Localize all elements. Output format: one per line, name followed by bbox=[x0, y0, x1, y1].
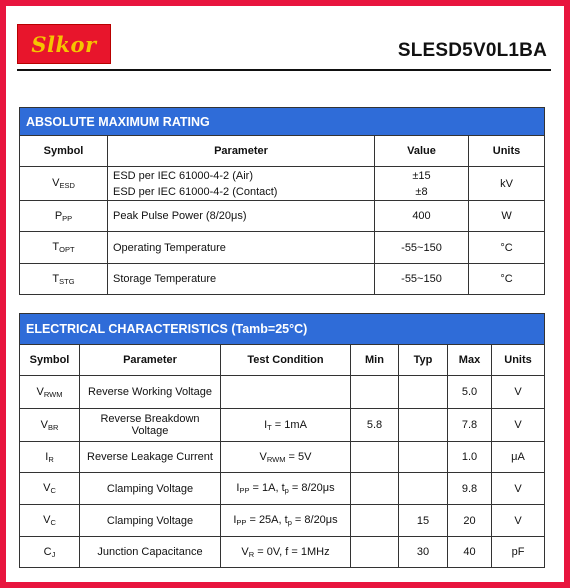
parameter-text: ESD per IEC 61000-4-2 (Air) bbox=[113, 169, 253, 182]
symbol-cell bbox=[20, 232, 108, 264]
value-text: 400 bbox=[412, 210, 431, 222]
condition-text: I bbox=[233, 514, 237, 526]
unit-cell: V bbox=[492, 505, 545, 537]
unit-cell: μA bbox=[492, 442, 545, 473]
condition-text: = 8/20μs bbox=[291, 514, 338, 526]
ec-title: ELECTRICAL CHARACTERISTICS (Tamb=25°C) bbox=[20, 314, 545, 345]
parameter-text: Voltage bbox=[131, 425, 169, 437]
unit-cell: V bbox=[492, 376, 545, 409]
symbol-letter: V bbox=[43, 514, 51, 526]
ec-col-header: Test Condition bbox=[221, 345, 351, 376]
test-condition-cell bbox=[221, 409, 351, 442]
parameter-cell bbox=[108, 264, 375, 295]
test-condition-cell bbox=[221, 473, 351, 505]
symbol-cell bbox=[20, 537, 80, 568]
test-condition-cell bbox=[221, 505, 351, 537]
condition-text: V bbox=[259, 450, 267, 463]
ec-col-header: Max bbox=[448, 345, 492, 376]
value-cell bbox=[375, 167, 469, 201]
symbol-letter: I bbox=[45, 450, 49, 463]
parameter-text: Peak Pulse Power (8/20μs) bbox=[113, 210, 247, 222]
ec-col-header: Parameter bbox=[80, 345, 221, 376]
unit-cell: °C bbox=[469, 264, 545, 295]
symbol-letter: T bbox=[52, 272, 60, 285]
parameter-cell bbox=[108, 232, 375, 264]
parameter-text: Reverse Breakdown bbox=[100, 413, 200, 425]
slkor-logo bbox=[17, 24, 111, 64]
parameter-cell bbox=[80, 409, 221, 442]
parameter-text: Clamping Voltage bbox=[106, 482, 194, 495]
max-cell: 5.0 bbox=[448, 376, 492, 409]
amr-col-header: Parameter bbox=[108, 136, 375, 167]
max-cell: 9.8 bbox=[448, 473, 492, 505]
amr-col-header: Units bbox=[469, 136, 545, 167]
symbol-cell bbox=[20, 442, 80, 473]
symbol-subscript: OPT bbox=[59, 245, 75, 254]
table-row bbox=[20, 473, 545, 505]
test-condition-cell bbox=[221, 376, 351, 409]
part-number: SLESD5V0L1BA bbox=[397, 40, 547, 61]
condition-text: I bbox=[264, 418, 268, 431]
symbol-subscript: BR bbox=[47, 422, 59, 432]
condition-text: = 25A, t bbox=[246, 514, 288, 526]
max-cell: 20 bbox=[448, 505, 492, 537]
condition-subscript: p bbox=[287, 518, 292, 527]
condition-text: V bbox=[241, 545, 249, 558]
amr-col-header: Value bbox=[375, 136, 469, 167]
absolute-max-rating-table bbox=[19, 107, 545, 295]
ec-col-header: Typ bbox=[399, 345, 448, 376]
symbol-letter: C bbox=[43, 545, 52, 558]
symbol-subscript: ESD bbox=[59, 181, 75, 190]
condition-subscript: PP bbox=[239, 486, 250, 495]
condition-subscript: p bbox=[284, 486, 289, 495]
symbol-letter: P bbox=[54, 209, 63, 222]
max-cell: 1.0 bbox=[448, 442, 492, 473]
min-cell bbox=[351, 376, 399, 409]
typ-cell bbox=[399, 409, 448, 442]
condition-subscript: RWM bbox=[266, 454, 286, 464]
symbol-cell bbox=[20, 505, 80, 537]
table-row bbox=[20, 376, 545, 409]
condition-text: = 1A, t bbox=[249, 482, 285, 494]
symbol-subscript: J bbox=[51, 549, 56, 559]
parameter-cell bbox=[80, 473, 221, 505]
max-cell: 40 bbox=[448, 537, 492, 568]
table-row bbox=[20, 264, 545, 295]
typ-cell bbox=[399, 442, 448, 473]
symbol-letter: V bbox=[40, 418, 48, 431]
table-row bbox=[20, 167, 545, 201]
unit-cell: W bbox=[469, 201, 545, 232]
symbol-letter: V bbox=[36, 385, 44, 398]
parameter-text: Storage Temperature bbox=[113, 273, 217, 285]
amr-col-header: Symbol bbox=[20, 136, 108, 167]
value-cell bbox=[375, 264, 469, 295]
ec-col-header: Units bbox=[492, 345, 545, 376]
symbol-cell bbox=[20, 167, 108, 201]
symbol-letter: V bbox=[52, 177, 60, 189]
typ-cell bbox=[399, 473, 448, 505]
table-row bbox=[20, 505, 545, 537]
condition-text: I bbox=[236, 482, 240, 494]
table-row bbox=[20, 537, 545, 568]
max-cell: 7.8 bbox=[448, 409, 492, 442]
symbol-subscript: RWM bbox=[43, 389, 63, 399]
parameter-text: Clamping Voltage bbox=[106, 514, 194, 527]
condition-subscript: T bbox=[267, 422, 272, 432]
parameter-text: ESD per IEC 61000-4-2 (Contact) bbox=[113, 185, 278, 198]
amr-title: ABSOLUTE MAXIMUM RATING bbox=[20, 108, 545, 136]
symbol-cell bbox=[20, 409, 80, 442]
min-cell bbox=[351, 473, 399, 505]
condition-text: = 1mA bbox=[271, 418, 307, 431]
value-text: -55~150 bbox=[401, 241, 442, 254]
parameter-cell bbox=[80, 505, 221, 537]
parameter-cell bbox=[108, 167, 375, 201]
value-cell bbox=[375, 201, 469, 232]
symbol-subscript: R bbox=[48, 454, 54, 464]
typ-cell: 15 bbox=[399, 505, 448, 537]
test-condition-cell bbox=[221, 442, 351, 473]
value-text: ±15 bbox=[412, 169, 431, 182]
unit-cell: V bbox=[492, 473, 545, 505]
condition-text: = 0V, f = 1MHz bbox=[254, 545, 330, 558]
symbol-cell bbox=[20, 376, 80, 409]
symbol-subscript: STG bbox=[59, 276, 75, 286]
parameter-cell bbox=[108, 201, 375, 232]
symbol-cell bbox=[20, 201, 108, 232]
unit-cell: pF bbox=[492, 537, 545, 568]
electrical-characteristics-table bbox=[19, 313, 545, 568]
unit-cell: V bbox=[492, 409, 545, 442]
logo-text: Slkor bbox=[31, 31, 97, 57]
value-cell bbox=[375, 232, 469, 264]
parameter-cell bbox=[80, 376, 221, 409]
parameter-text: Junction Capacitance bbox=[97, 546, 203, 558]
symbol-cell bbox=[20, 473, 80, 505]
value-text: -55~150 bbox=[401, 273, 442, 285]
parameter-cell bbox=[80, 537, 221, 568]
ec-col-header: Symbol bbox=[20, 345, 80, 376]
condition-text: = 5V bbox=[285, 450, 312, 463]
table-row bbox=[20, 442, 545, 473]
ec-col-header: Min bbox=[351, 345, 399, 376]
parameter-text: Operating Temperature bbox=[113, 241, 226, 254]
table-row bbox=[20, 232, 545, 264]
min-cell bbox=[351, 442, 399, 473]
typ-cell bbox=[399, 376, 448, 409]
value-text: ±8 bbox=[415, 185, 428, 198]
min-cell: 5.8 bbox=[351, 409, 399, 442]
symbol-subscript: C bbox=[50, 486, 56, 495]
test-condition-cell bbox=[221, 537, 351, 568]
header-divider bbox=[17, 69, 551, 71]
min-cell bbox=[351, 505, 399, 537]
condition-subscript: R bbox=[248, 549, 255, 559]
table-row bbox=[20, 201, 545, 232]
condition-text: = 8/20μs bbox=[288, 482, 335, 494]
parameter-text: Reverse Leakage Current bbox=[87, 451, 213, 463]
symbol-subscript: C bbox=[50, 518, 56, 527]
table-row bbox=[20, 409, 545, 442]
unit-cell: °C bbox=[469, 232, 545, 264]
symbol-letter: V bbox=[43, 482, 51, 494]
parameter-text: Reverse Working Voltage bbox=[88, 386, 212, 398]
unit-cell: kV bbox=[469, 167, 545, 201]
condition-subscript: PP bbox=[236, 518, 247, 527]
parameter-cell bbox=[80, 442, 221, 473]
min-cell bbox=[351, 537, 399, 568]
symbol-subscript: PP bbox=[62, 213, 73, 223]
symbol-letter: T bbox=[52, 241, 60, 253]
symbol-cell bbox=[20, 264, 108, 295]
typ-cell: 30 bbox=[399, 537, 448, 568]
